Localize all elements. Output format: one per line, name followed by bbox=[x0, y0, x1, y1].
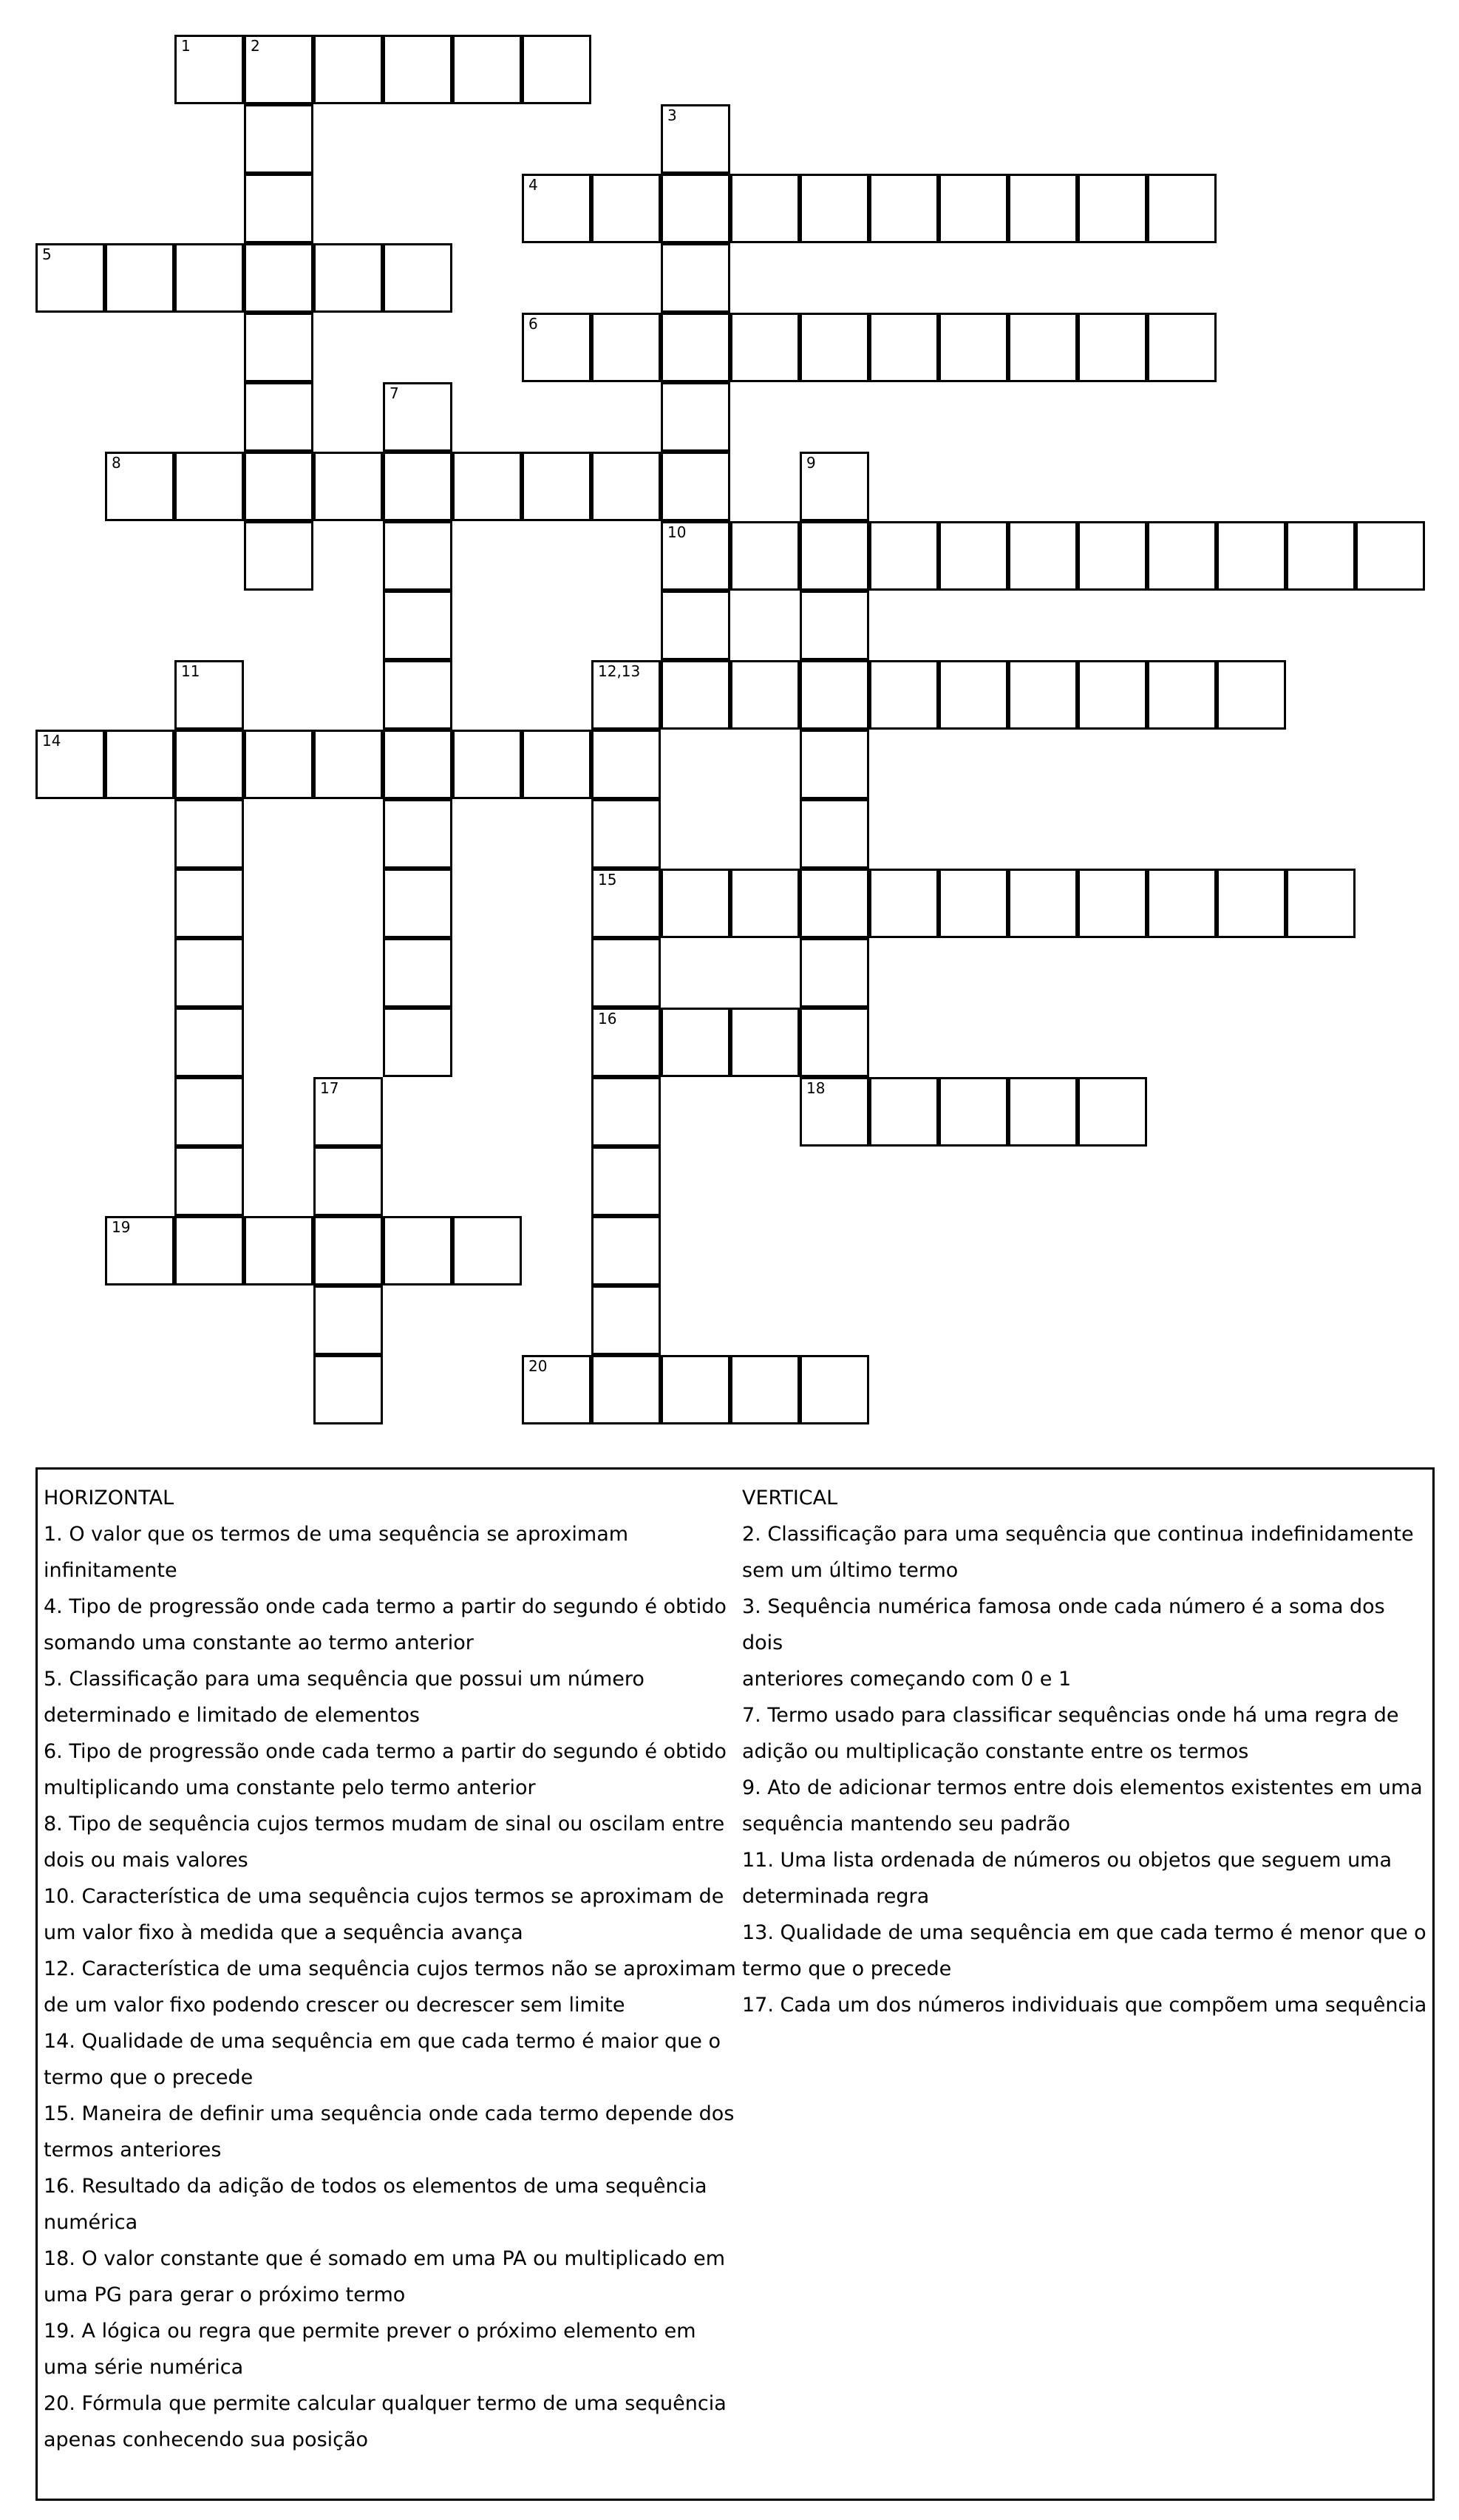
crossword-cell[interactable] bbox=[591, 313, 661, 382]
horizontal-clue-line: 14. Qualidade de uma sequência em que cada termo é maior que o bbox=[44, 2030, 721, 2053]
crossword-cell[interactable] bbox=[383, 452, 452, 521]
crossword-cell[interactable] bbox=[452, 1216, 522, 1286]
crossword-cell[interactable] bbox=[591, 1355, 661, 1424]
clue-number-14: 14 bbox=[42, 732, 61, 750]
crossword-cell[interactable] bbox=[313, 1355, 383, 1424]
crossword-cell[interactable] bbox=[313, 1286, 383, 1355]
crossword-cell[interactable] bbox=[313, 1147, 383, 1216]
vertical-clue-line: termo que o precede bbox=[742, 1957, 952, 1980]
horizontal-clue-line: 5. Classificação para uma sequência que possui um número bbox=[44, 1668, 645, 1691]
crossword-cell[interactable] bbox=[939, 1077, 1008, 1147]
crossword-cell[interactable] bbox=[661, 1008, 730, 1077]
crossword-cell[interactable] bbox=[383, 799, 452, 869]
crossword-cell[interactable] bbox=[522, 452, 591, 521]
crossword-cell[interactable] bbox=[452, 35, 522, 104]
crossword-cell[interactable] bbox=[591, 938, 661, 1008]
crossword-cell[interactable] bbox=[869, 174, 939, 243]
crossword-cell[interactable] bbox=[1147, 521, 1217, 591]
crossword-cell[interactable] bbox=[730, 521, 800, 591]
horizontal-clue-line: 8. Tipo de sequência cujos termos mudam de sinal ou oscilam entre bbox=[44, 1813, 725, 1835]
clue-number-11: 11 bbox=[181, 662, 200, 680]
crossword-cell[interactable] bbox=[800, 938, 869, 1008]
crossword-cell[interactable] bbox=[591, 1286, 661, 1355]
horizontal-clue-line: uma PG para gerar o próximo termo bbox=[44, 2283, 406, 2306]
clue-number-10: 10 bbox=[667, 523, 687, 541]
vertical-clue-line: 2. Classificação para uma sequência que continua indefinidamente bbox=[742, 1523, 1414, 1546]
crossword-cell[interactable] bbox=[244, 313, 313, 382]
horizontal-clue-line: 19. A lógica ou regra que permite prever o próximo elemento em bbox=[44, 2320, 696, 2343]
crossword-cell[interactable] bbox=[591, 799, 661, 869]
crossword-cell[interactable] bbox=[800, 730, 869, 799]
crossword-cell[interactable] bbox=[174, 730, 244, 799]
vertical-clue-line: 17. Cada um dos números individuais que compõem uma sequência bbox=[742, 1994, 1427, 2017]
crossword-cell[interactable] bbox=[661, 243, 730, 313]
crossword-cell[interactable] bbox=[1078, 521, 1147, 591]
crossword-cell[interactable] bbox=[383, 591, 452, 660]
vertical-clue-line: 11. Uma lista ordenada de números ou objetos que seguem uma bbox=[742, 1849, 1392, 1872]
crossword-cell[interactable] bbox=[661, 313, 730, 382]
crossword-cell[interactable] bbox=[730, 869, 800, 938]
crossword-cell[interactable] bbox=[800, 313, 869, 382]
crossword-cell[interactable] bbox=[800, 869, 869, 938]
horizontal-clue-line: 4. Tipo de progressão onde cada termo a partir do segundo é obtido bbox=[44, 1595, 727, 1618]
horizontal-clue-line: 15. Maneira de definir uma sequência onde cada termo depende dos bbox=[44, 2102, 735, 2125]
crossword-cell[interactable] bbox=[452, 452, 522, 521]
crossword-cell[interactable] bbox=[1356, 521, 1425, 591]
crossword-cell[interactable] bbox=[105, 730, 174, 799]
crossword-cell[interactable] bbox=[452, 730, 522, 799]
vertical-heading: VERTICAL bbox=[742, 1487, 838, 1509]
crossword-cell[interactable] bbox=[591, 1077, 661, 1147]
clue-number-8: 8 bbox=[112, 454, 121, 472]
horizontal-clue-line: 6. Tipo de progressão onde cada termo a partir do segundo é obtido bbox=[44, 1740, 727, 1763]
horizontal-clue-line: apenas conhecendo sua posição bbox=[44, 2428, 369, 2451]
crossword-cell[interactable] bbox=[591, 452, 661, 521]
crossword-cell[interactable] bbox=[244, 104, 313, 174]
crossword-cell[interactable] bbox=[800, 660, 869, 730]
crossword-cell[interactable] bbox=[730, 660, 800, 730]
crossword-cell[interactable] bbox=[661, 452, 730, 521]
crossword-cell[interactable] bbox=[869, 660, 939, 730]
crossword-cell[interactable] bbox=[383, 660, 452, 730]
crossword-cell[interactable] bbox=[1147, 660, 1217, 730]
crossword-cell[interactable] bbox=[174, 938, 244, 1008]
crossword-cell[interactable] bbox=[591, 174, 661, 243]
crossword-cell[interactable] bbox=[174, 1008, 244, 1077]
crossword-cell[interactable] bbox=[244, 730, 313, 799]
crossword-cell[interactable] bbox=[313, 243, 383, 313]
crossword-cell[interactable] bbox=[939, 660, 1008, 730]
crossword-cell[interactable] bbox=[869, 521, 939, 591]
horizontal-clue-line: determinado e limitado de elementos bbox=[44, 1704, 420, 1727]
horizontal-clue-line: somando uma constante ao termo anterior bbox=[44, 1631, 474, 1654]
crossword-cell[interactable] bbox=[383, 1216, 452, 1286]
crossword-cell[interactable] bbox=[869, 869, 939, 938]
clue-number-4: 4 bbox=[528, 176, 538, 194]
crossword-cell[interactable] bbox=[244, 243, 313, 313]
crossword-cell[interactable] bbox=[661, 1355, 730, 1424]
crossword-cell[interactable] bbox=[174, 1147, 244, 1216]
clue-number-6: 6 bbox=[528, 315, 538, 333]
crossword-cell[interactable] bbox=[1217, 869, 1286, 938]
crossword-cell[interactable] bbox=[800, 799, 869, 869]
crossword-cell[interactable] bbox=[313, 452, 383, 521]
crossword-cell[interactable] bbox=[800, 521, 869, 591]
crossword-cell[interactable] bbox=[313, 730, 383, 799]
crossword-cell[interactable] bbox=[174, 452, 244, 521]
crossword-cell[interactable] bbox=[383, 521, 452, 591]
crossword-cell[interactable] bbox=[1008, 869, 1078, 938]
horizontal-clue-line: 10. Característica de uma sequência cujos termos se aproximam de bbox=[44, 1885, 724, 1908]
clue-number-9: 9 bbox=[806, 454, 816, 472]
crossword-cell[interactable] bbox=[244, 521, 313, 591]
crossword-cell[interactable] bbox=[939, 313, 1008, 382]
crossword-cell[interactable] bbox=[1078, 313, 1147, 382]
clue-number-20: 20 bbox=[528, 1357, 548, 1375]
clue-number-18: 18 bbox=[806, 1079, 826, 1097]
crossword-cell[interactable] bbox=[939, 521, 1008, 591]
crossword-cell[interactable] bbox=[591, 1147, 661, 1216]
horizontal-clue-line: termos anteriores bbox=[44, 2139, 222, 2161]
crossword-cell[interactable] bbox=[174, 869, 244, 938]
crossword-cell[interactable] bbox=[383, 869, 452, 938]
crossword-cell[interactable] bbox=[730, 1355, 800, 1424]
crossword-cell[interactable] bbox=[244, 174, 313, 243]
crossword-cell[interactable] bbox=[1147, 869, 1217, 938]
crossword-cell[interactable] bbox=[730, 174, 800, 243]
horizontal-clue-line: de um valor fixo podendo crescer ou decrescer sem limite bbox=[44, 1994, 625, 2017]
clues-box bbox=[35, 1467, 1435, 2501]
horizontal-clue-line: 18. O valor constante que é somado em uma PA ou multiplicado em bbox=[44, 2247, 726, 2270]
clue-number-5: 5 bbox=[42, 245, 52, 263]
crossword-cell[interactable] bbox=[1078, 660, 1147, 730]
crossword-cell[interactable] bbox=[1008, 1077, 1078, 1147]
crossword-cell[interactable] bbox=[591, 1216, 661, 1286]
crossword-cell[interactable] bbox=[383, 730, 452, 799]
crossword-cell[interactable] bbox=[939, 869, 1008, 938]
crossword-cell[interactable] bbox=[661, 660, 730, 730]
crossword-cell[interactable] bbox=[174, 799, 244, 869]
crossword-cell[interactable] bbox=[1008, 521, 1078, 591]
crossword-cell[interactable] bbox=[661, 174, 730, 243]
horizontal-clue-line: dois ou mais valores bbox=[44, 1849, 248, 1872]
crossword-cell[interactable] bbox=[244, 1216, 313, 1286]
clue-number-7: 7 bbox=[390, 384, 399, 402]
crossword-cell[interactable] bbox=[105, 243, 174, 313]
crossword-cell[interactable] bbox=[1286, 869, 1356, 938]
vertical-clue-line: sequência mantendo seu padrão bbox=[742, 1813, 1070, 1835]
crossword-cell[interactable] bbox=[1078, 174, 1147, 243]
clue-number-19: 19 bbox=[112, 1218, 131, 1236]
crossword-cell[interactable] bbox=[522, 730, 591, 799]
crossword-cell[interactable] bbox=[661, 591, 730, 660]
vertical-clue-line: sem um último termo bbox=[742, 1559, 959, 1582]
crossword-cell[interactable] bbox=[383, 1008, 452, 1077]
clue-number-12-13: 12,13 bbox=[598, 662, 641, 680]
crossword-cell[interactable] bbox=[1008, 660, 1078, 730]
horizontal-clue-line: um valor fixo à medida que a sequência avança bbox=[44, 1921, 523, 1944]
vertical-clue-line: 9. Ato de adicionar termos entre dois elementos existentes em uma bbox=[742, 1776, 1423, 1799]
crossword-cell[interactable] bbox=[1147, 313, 1217, 382]
crossword-cell[interactable] bbox=[313, 35, 383, 104]
crossword-cell[interactable] bbox=[800, 174, 869, 243]
crossword-cell[interactable] bbox=[383, 243, 452, 313]
clue-number-3: 3 bbox=[667, 106, 677, 124]
crossword-cell[interactable] bbox=[174, 1077, 244, 1147]
clue-number-15: 15 bbox=[598, 871, 617, 889]
crossword-cell[interactable] bbox=[383, 938, 452, 1008]
crossword-cell[interactable] bbox=[1078, 869, 1147, 938]
horizontal-clues bbox=[44, 1480, 742, 2458]
crossword-cell[interactable] bbox=[1078, 1077, 1147, 1147]
crossword-cell[interactable] bbox=[174, 1216, 244, 1286]
vertical-clue-line: 13. Qualidade de uma sequência em que cada termo é menor que o bbox=[742, 1921, 1426, 1944]
crossword-cell[interactable] bbox=[730, 313, 800, 382]
horizontal-clue-line: termo que o precede bbox=[44, 2066, 254, 2089]
crossword-cell[interactable] bbox=[869, 313, 939, 382]
horizontal-clue-line: infinitamente bbox=[44, 1559, 177, 1582]
crossword-cell[interactable] bbox=[1286, 521, 1356, 591]
crossword-cell[interactable] bbox=[730, 1008, 800, 1077]
horizontal-clue-line: 16. Resultado da adição de todos os elementos de uma sequência bbox=[44, 2175, 707, 2198]
clue-number-2: 2 bbox=[251, 37, 260, 55]
crossword-cell[interactable] bbox=[939, 174, 1008, 243]
crossword-cell[interactable] bbox=[174, 243, 244, 313]
crossword-cell[interactable] bbox=[313, 1216, 383, 1286]
vertical-clue-line: 3. Sequência numérica famosa onde cada número é a soma dos dois bbox=[742, 1595, 1385, 1654]
crossword-cell[interactable] bbox=[661, 382, 730, 452]
crossword-cell[interactable] bbox=[1217, 521, 1286, 591]
crossword-cell[interactable] bbox=[1008, 313, 1078, 382]
clue-number-1: 1 bbox=[181, 37, 191, 55]
vertical-clue-line: anteriores começando com 0 e 1 bbox=[742, 1668, 1072, 1691]
vertical-clue-line: 7. Termo usado para classificar sequências onde há uma regra de bbox=[742, 1704, 1399, 1727]
clue-number-17: 17 bbox=[320, 1079, 339, 1097]
crossword-cell[interactable] bbox=[383, 35, 452, 104]
clue-number-16: 16 bbox=[598, 1010, 617, 1028]
crossword-cell[interactable] bbox=[661, 869, 730, 938]
vertical-clues bbox=[742, 1480, 1429, 2023]
horizontal-clue-line: 12. Característica de uma sequência cujos termos não se aproximam bbox=[44, 1957, 736, 1980]
crossword-cell[interactable] bbox=[1008, 174, 1078, 243]
horizontal-heading: HORIZONTAL bbox=[44, 1487, 174, 1509]
crossword-cell[interactable] bbox=[244, 382, 313, 452]
horizontal-clue-line: multiplicando uma constante pelo termo anterior bbox=[44, 1776, 536, 1799]
crossword-cell[interactable] bbox=[800, 591, 869, 660]
crossword-cell[interactable] bbox=[869, 1077, 939, 1147]
horizontal-clue-line: 20. Fórmula que permite calcular qualquer termo de uma sequência bbox=[44, 2392, 727, 2415]
crossword-cell[interactable] bbox=[244, 452, 313, 521]
crossword-cell[interactable] bbox=[591, 730, 661, 799]
horizontal-clue-line: uma série numérica bbox=[44, 2356, 244, 2379]
horizontal-clue-line: numérica bbox=[44, 2211, 138, 2234]
vertical-clue-line: determinada regra bbox=[742, 1885, 930, 1908]
crossword-cell[interactable] bbox=[800, 1008, 869, 1077]
crossword-cell[interactable] bbox=[800, 1355, 869, 1424]
horizontal-clue-line: 1. O valor que os termos de uma sequência se aproximam bbox=[44, 1523, 629, 1546]
crossword-cell[interactable] bbox=[1217, 660, 1286, 730]
crossword-cell[interactable] bbox=[1147, 174, 1217, 243]
vertical-clue-line: adição ou multiplicação constante entre os termos bbox=[742, 1740, 1249, 1763]
crossword-cell[interactable] bbox=[522, 35, 591, 104]
